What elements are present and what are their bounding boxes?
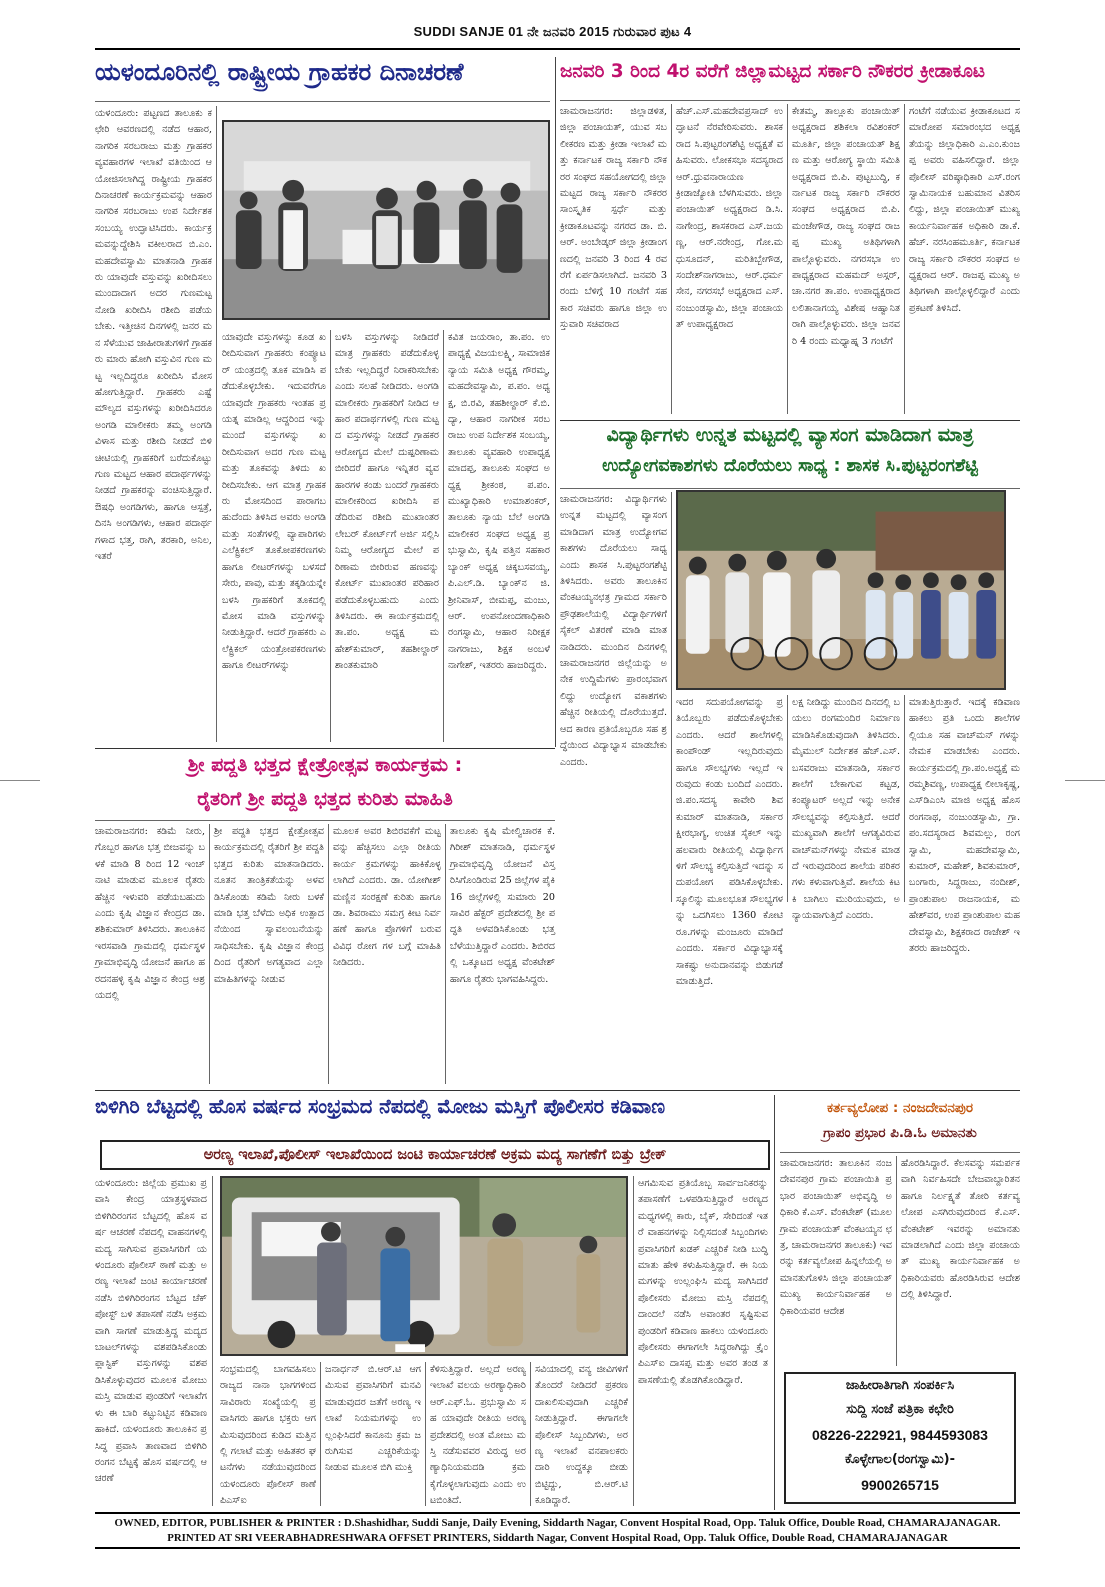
column-rule: [443, 330, 444, 742]
divider: [780, 1152, 1020, 1153]
article-text: ಸಂಭ್ರಮದಲ್ಲಿ ಬಾಗವಹಿಸಲು ರಾಜ್ಯದ ನಾನಾ ಭಾಗಗಳಿಂದ ಸಾವಿರಾರು ಸಂಖ್ಯೆಯಲ್ಲಿ ಪ್ರವಾಸಿಗರು ಹಾಗೂ ಭಕ್ತರು ಆಗಮಿಸುವುದರಿಂದ ಕುಡಿದ ಮತ್ತಿನಲ್ಲಿ ಗಲಾಟೆ ಮತ್ತು ಅಹಿತಕರ ಘಟನೆಗಳು ನಡೆಯುವುದರಿಂದ ಯಳಂದೂರು ಪೊಲೀಸ್ ಠಾಣೆ ಪಿಎಸ್ಐ: [220, 1364, 316, 1507]
article-text: ಸವಿಯಾದಲ್ಲಿ ವನ್ಯ ಜೀವಿಗಳಿಗೆ ತೊಂದರೆ ನೀಡಿದರೆ ಪ್ರಕರಣದಾಖಲಿಸುವುದಾಗಿ ಎಚ್ಚರಿಕೆ ನೀಡುತ್ತಿದ್ದಾರೆ. ಈಗಾಗಲೇ ಪೊಲೀಸ್ ಸಿಬ್ಬಂದಿಗಳು, ಅರಣ್ಯ ಇಲಾಖೆ ವನಪಾಲಕರು ದಾರಿ ಉದ್ದಕ್ಕೂ ಬೀಡು ಬಿಟ್ಟಿದ್ದು, ಬಿ.ಆರ್.ಟಿ ಕೂಡಿದ್ದಾರೆ.: [535, 1364, 628, 1507]
headline-biligiri-police: ಬಿಳಿಗಿರಿ ಬೆಟ್ಟದಲ್ಲಿ ಹೊಸ ವರ್ಷದ ಸಂಭ್ರಮದ ನೆಪದಲ್ಲಿ ಮೋಜು ಮಸ್ತಿಗೆ ಪೊಲೀಸರ ಕಡಿವಾಣ: [95, 1095, 666, 1118]
footer-rule: [95, 1512, 1020, 1514]
ad-phones: 08226-222921, 9844593083: [812, 1427, 988, 1443]
column-rule: [445, 824, 446, 1084]
divider: [95, 101, 550, 102]
footer-owner: OWNED, EDITOR, PUBLISHER & PRINTER : D.Shashidhar, Suddi Sanje, Daily Evening, Siddarth Nagar, Convent Hospital Road, Opp. Taluk Office, Double Road, CHAMARAJANAGAR.: [114, 1517, 1001, 1529]
divider: [560, 420, 1020, 421]
column-rule: [209, 824, 210, 1084]
column-rule: [904, 104, 905, 414]
column-rule: [896, 1156, 897, 1366]
photo-consumer-day: [222, 120, 550, 320]
article-text: ಮೂಲಕ ಅವರ ಶಿಬಿರವಕೆಗೆ ಮಟ್ಟ ವನ್ನು ಹೆಚ್ಚಿಸಲು ಎಲ್ಲಾ ರೀತಿಯ ಕಾರ್ಯ ಕ್ರಮಗಳನ್ನು ಹಾಕಿಕೊಳ್ಳಲಾಗಿದೆ ಎಂದರು. ಡಾ. ಯೋಗೀಶ್ ಮಣ್ಣಿನ ಸಂರಕ್ಷಣೆ ಕುರಿತು ಹಾಗೂ ಡಾ. ಶಿವರಾಮು ಸಮಗ್ರ ಕೀಟ ನಿರ್ವಹಣೆ ಹಾಗೂ ಪ್ರೊಗಳಿಗೆ ಬರುವ ವಿವಿಧ ರೋಗ ಗಳ ಬಗ್ಗೆ ಮಾಹಿತಿ ನೀಡಿದರು.: [333, 826, 441, 969]
article-text: ಕೆಳಿಸುತ್ತಿದ್ದಾರೆ. ಅಲ್ಲದೆ ಅರಣ್ಯ ಇಲಾಖೆ ವಲಯ ಅರಣ್ಯಾಧಿಕಾರಿ ಆರ್.ಎಫ್.ಓ. ಪ್ರಭುಸ್ವಾಮಿ ಸಹ ಯಾವುದೇ ರೀತಿಯ ಅರಣ್ಯ ಪ್ರದೇಶದಲ್ಲಿ ಅಂತ ಮೋಜು ಮಸ್ತಿ ನಡೆಸುವವರ ವಿರುದ್ಧ ಅರಣ್ಯಾಧಿನಿಯಮದಡಿ ಕ್ರಮ ಕೈಗೊಳ್ಳಲಾಗುವುದು ಎಂದು ಉಟಬಿಂತಿದೆ.: [430, 1364, 526, 1507]
article-text: ಆಗಮಿಸುವ ಪ್ರತಿಯೊಬ್ಬ ಸಾರ್ವಜನಿಕರನ್ನು ತಪಾಸಣೆಗೆ ಒಳಪಡಿಸುತ್ತಿದ್ದಾರೆ ಅರಣ್ಯದ ಮಧ್ಯಗಳಲ್ಲಿ ಕಾರು, ಬೈಕ್, ಸೇರಿದಂತೆ ಇತರೆ ವಾಹನಗಳನ್ನು ನಿಲ್ಲಿಸದಂತೆ ಸಿಬ್ಬಂದಿಗಳು ಪ್ರವಾಸಿಗರಿಗೆ ಖಡಕ್ ಎಚ್ಚರಿಕೆ ನೀಡಿ ಬುದ್ಧಿ ಮಾತು ಹೇಳಿ ಕಳುಹಿಸುತ್ತಿದ್ದಾರೆ. ಈ ನಿಯಮಗಳನ್ನು ಉಲ್ಲಂಘಿಸಿ ಮದ್ಯ ಸಾಗಿಸಿದರೆ ಪೊಲೀಸರು ಮೋಜು ಮಸ್ತಿ ನೆಪದಲ್ಲಿ ದಾಂದಲೆ ನಡೆಸಿ ಅವಾಂತರ ಸೃಷ್ಟಿಸುವ ಪುಂಡರಿಗೆ ಕಡಿವಾಣ ಹಾಕಲು ಯಳಂದೂರು ಪೊಲೀಸರು ಈಗಾಗಲೇ ಸಿದ್ದರಾಗಿದ್ದು ಕ್ರೈಂ ಪಿಎಸ್ಐ ದಾಸಪ್ಪ ಮತ್ತು ಅವರ ತಂಡ ತಪಾಸಣೆಯಲ್ಲಿ ತೊಡಗಿಕೊಂಡಿದ್ದಾರೆ.: [638, 1178, 768, 1386]
divider: [95, 1090, 1020, 1091]
fold-mark: [0, 780, 40, 781]
ad-heading: ಜಾಹೀರಾತಿಗಾಗಿ ಸಂಪರ್ಕಿಸಿ: [845, 1378, 955, 1393]
article-text: ಚಾಮರಾಜನಗರ: ವಿದ್ಯಾರ್ಥಿಗಳು ಉನ್ನತ ಮಟ್ಟದಲ್ಲಿ ವ್ಯಾಸಂಗ ಮಾಡಿದಾಗ ಮಾತ್ರ ಉದ್ಯೋಗವಕಾಶಗಳು ದೊರೆಯಲು ಸಾಧ್ಯ ಎಂದು ಶಾಸಕ ಸಿ.ಪುಟ್ಟರಂಗಶೆಟ್ಟಿ ತಿಳಿಸಿದರು. ಅವರು ತಾಲೂಕಿನ ವೆಂಕಟಯ್ಯನಛತ್ರ ಗ್ರಾಮದ ಸರ್ಕಾರಿ ಪ್ರೌಢಶಾಲೆಯಲ್ಲಿ ವಿದ್ಯಾರ್ಥಿಗಳಿಗೆ ಸೈಕಲ್ ವಿತರಣೆ ಮಾಡಿ ಮಾತನಾಡಿದರು. ಮುಂದಿನ ದಿನಗಳಲ್ಲಿ ಚಾಮರಾಜನಗರ ಜಿಲ್ಲೆಯನ್ನು ಅನೇಕ ಉದ್ದಿಮೆಗಳು ಪ್ರಾರಂಭವಾಗಲಿದ್ದು ಉದ್ಯೋಗ ವಕಾಶಗಳು ಹೆಚ್ಚಿನ ರೀತಿಯಲ್ಲಿ ದೊರೆಯುತ್ತದೆ. ಆದ ಕಾರಣ ಪ್ರತಿಯೊಬ್ಬರೂ ಸಹ ಶ್ರದ್ಧೆಯಿಂದ ವಿದ್ಯಾಭ್ಯಾಸ ಮಾಡಬೇಕು ಎಂದರು.: [560, 494, 667, 768]
article-text: ಕವಿತ ಜಯರಾಂ, ತಾ.ಪಂ. ಉಪಾಧ್ಯಕ್ಷೆ ವಿಜಯಲಕ್ಷ್ಮಿ, ಸಾಮಾಜಿಕ ನ್ಯಾಯ ಸಮಿತಿ ಅಧ್ಯಕ್ಷ ಗೌರಮ್ಮ, ಮಹದೇವಸ್ವಾಮಿ, ಪ.ಪಂ. ಅಧ್ಯಕ್ಷ, ಬಿ.ರವಿ, ತಹಶೀಲ್ದಾರ್ ಕೆ.ಬಿ.ದ್ಯಾ, ಆಹಾರ ನಾಗರೀಕ ಸರಬರಾಜು ಉಪ ನಿರ್ದೇಶಕ ಸಂಬಯ್ಯ, ತಾಲೂಕು ವ್ಯವಹಾರಿ ಉಪಾಧ್ಯಕ್ಷ ಮಾದಪ್ಪ, ತಾಲೂಕು ಸಂಘದ ಅಧ್ಯಕ್ಷ ಶ್ರೀಕಂಠ, ಪ.ಪಂ. ಮುಖ್ಯಾಧಿಕಾರಿ ಉಮಾಶಂಕರ್, ತಾಲೂಕು ನ್ಯಾಯ ಬೆಲೆ ಅಂಗಡಿ ಮಾಲೀಕರ ಸಂಘದ ಅಧ್ಯಕ್ಷ ಪ್ರಭುಸ್ವಾಮಿ, ಕೃಷಿ ಪತ್ತಿನ ಸಹಕಾರ ಬ್ಯಾಂಕ್ ಅಧ್ಯಕ್ಷ ಚಿಕ್ಕಬಸವಯ್ಯ, ಪಿ.ಎಲ್.ಡಿ. ಬ್ಯಾಂಕ್‌ನ ಜಿ.ಶ್ರೀನಿವಾಸ್, ಬೀಮಪ್ಪ, ಮಂಜು, ಆರ್. ಉಪನೋಂದಣಾಧಿಕಾರಿ ರಂಗಸ್ವಾಮಿ, ಆಹಾರ ನಿರೀಕ್ಷಕ ನಾಗರಾಜು, ಶಿಕ್ಷಕ ಅಂಬಳೆ ನಾಗೇಶ್, ಇತರರು ಹಾಜರಿದ್ದರು.: [448, 332, 550, 672]
article-text: ಹೊರಡಿಸಿದ್ದಾರೆ. ಕೆಲಸವನ್ನು ಸಮರ್ಪಕವಾಗಿ ನಿರ್ವಹಿಸದೇ ಬೇಜವಾಬ್ದಾರಿತನ ಹಾಗೂ ನಿರ್ಲಕ್ಷ್ಯತೆ ತೋರಿ ಕರ್ತವ್ಯಲೋಪ ಎಸಗಿರುವುದರಿಂದ ಕೆ.ಎಸ್. ವೆಂಕಟೇಶ್ ಇವರನ್ನು ಅಮಾನತು ಮಾಡಲಾಗಿದೆ ಎಂದು ಜಿಲ್ಲಾ ಪಂಚಾಯತ್ ಮುಖ್ಯ ಕಾರ್ಯನಿರ್ವಾಹಕ ಅಧಿಕಾರಿಯವರು ಹೊರಡಿಸಿರುವ ಆದೇಶದಲ್ಲಿ ತಿಳಿಸಿದ್ದಾರೆ.: [901, 1158, 1020, 1301]
fold-mark: [1065, 780, 1105, 781]
article-text: ಬಳಸಿ ವಸ್ತುಗಳನ್ನು ನೀಡಿದರೆ ಮಾತ್ರ ಗ್ರಾಹಕರು ಪಡೆದುಕೊಳ್ಳಬೇಕು ಇಲ್ಲದಿದ್ದರೆ ನಿರಾಕರಿಸಬೇಕು ಎಂದು ಸಲಹೆ ನೀಡಿದರು. ಅಂಗಡಿ ಮಾಲೀಕರು ಗ್ರಾಹಕರಿಗೆ ನೀಡಿದ ಆಹಾರ ಪದಾರ್ಥಗಳಲ್ಲಿ ಗುಣ ಮಟ್ಟದ ವಸ್ತುಗಳನ್ನು ನೀಡದೆ ಗ್ರಾಹಕರ ಆರೋಗ್ಯದ ಮೇಲೆ ದುಷ್ಪರಿಣಾಮ ಬೀರಿದರೆ ಹಾಗೂ ಇನ್ನಿತರ ವ್ಯವಹಾರಗಳ ಕಂಡು ಬಂದರೆ ಗ್ರಾಹಕರು ಮಾಲೀಕರಿಂದ ಖರೀದಿಸಿ ಪಡೆದಿರುವ ರಶೀದಿ ಮುಖಾಂತರ ಲೇಬರ್ ಕೋರ್ಟ್‌ಗೆ ಅರ್ಜಿ ಸಲ್ಲಿಸಿ ನಿಮ್ಮ ಆರೋಗ್ಯದ ಮೇಲೆ ಪರಿಣಾಮ ಬೀರಿರುವ ಹಣವನ್ನು ಕೋರ್ಟ್ ಮುಖಾಂತರ ಪರಿಹಾರ ಪಡೆದುಕೊಳ್ಳಬಹುದು ಎಂದು ತಿಳಿಸಿದರು. ಈ ಕಾರ್ಯಕ್ರಮದಲ್ಲಿ ತಾ.ಪಂ. ಅಧ್ಯಕ್ಷ ಮಹೇಶ್‌ಕುಮಾರ್, ತಹಶೀಲ್ದಾರ್ ಶಾಂತಕುಮಾರಿ: [335, 332, 439, 672]
article-text: ಲಕ್ಷ ನೀಡಿದ್ದು ಮುಂದಿನ ದಿನದಲ್ಲಿ ಬಯಲು ರಂಗಮಂದಿರ ನಿರ್ಮಾಣ ಮಾಡಿಸಿಕೊಡುವುದಾಗಿ ತಿಳಿಸಿದರು. ಮೈಮುಲ್ ನಿರ್ದೇಶಕ ಹೆಚ್.ಎಸ್.ಬಸವರಾಜು ಮಾತನಾಡಿ, ಸರ್ಕಾರ ಶಾಲೆಗೆ ಬೇಕಾಗುವ ಕಟ್ಟಡ, ಕಂಪ್ಯೂಟರ್ ಅಲ್ಲದೆ ಇನ್ನು ಅನೇಕ ಸೌಲಭ್ಯವನ್ನು ಕಲ್ಪಿಸುತ್ತಿದೆ. ಆದರೆ ಮುಖ್ಯವಾಗಿ ಶಾಲೆಗೆ ಆಗತ್ಯವಿರುವ ವಾಚ್‌ಮನ್‌ಗಳನ್ನು ನೇಮಕ ಮಾಡದೆ ಇರುವುದರಿಂದ ಶಾಲೆಯ ಪರಿಕರಗಳು ಕಳುವಾಗುತ್ತಿವೆ. ಶಾಲೆಯ ಕಿಟಕಿ ಬಾಗಿಲು ಮುರಿಯುವುದು, ಅನ್ಯಾಯವಾಗುತ್ತಿದೆ ಎಂದರು.: [792, 697, 900, 922]
column-rule: [328, 824, 329, 1084]
column-rule: [330, 330, 331, 742]
column-rule: [212, 1176, 213, 1506]
photo-cycle-distribution: [676, 490, 1006, 690]
divider: [560, 100, 1020, 101]
footer-printer: PRINTED AT SRI VEERABHADRESHWARA OFFSET PRINTERS, Siddarth Nagar, Convent Hospital Road, Opp. Taluk Office, Double Road, CHAMARAJANAGAR: [167, 1532, 948, 1544]
article-text: ಯಳಂದೂರು: ಪಟ್ಟಣದ ತಾಲೂಕು ಕಛೇರಿ ಆವರಣದಲ್ಲಿ ನಡೆದ ಆಹಾರ, ನಾಗರಿಕ ಸರಬರಾಜು ಮತ್ತು ಗ್ರಾಹಕರ ವ್ಯವಹಾರಗಳ ಇಲಾಖೆ ವತಿಯಿಂದ ಆಯೋಜಿಸಲಾಗಿದ್ದ ರಾಷ್ಟ್ರೀಯ ಗ್ರಾಹಕರ ದಿನಾಚರಣೆ ಕಾರ್ಯಕ್ರಮವನ್ನು ಆಹಾರ ನಾಗರಿಕ ಸರಬರಾಜು ಉಪ ನಿರ್ದೇಶಕ ಸಂಬಯ್ಯ ಉದ್ಘಾಟಿಸಿದರು. ಕಾರ್ಯಕ್ರಮವನ್ನುದ್ದೇಶಿಸಿ ವಕೀಲರಾದ ಬಿ.ಎಂ. ಮಹದೇವಸ್ವಾಮಿ ಮಾತನಾಡಿ ಗ್ರಾಹಕರು ಯಾವುದೇ ವಸ್ತುವನ್ನು ಖರೀದಿಸಲು ಮುಂದಾದಾಗ ಅದರ ಗುಣಮಟ್ಟ ನೋಡಿ ಖರೀದಿಸಿ ರಶೀದಿ ಪಡೆಯಬೇಕು. ಇತ್ತೀಚಿನ ದಿನಗಳಲ್ಲಿ ಜನರ ಮನ ಸೆಳೆಯುವ ಜಾಹೀರಾತುಗಳಿಗೆ ಗ್ರಾಹಕರು ಮಾರು ಹೋಗಿ ವಸ್ತುವಿನ ಗುಣ ಮಟ್ಟ ಇಲ್ಲದಿದ್ದರೂ ಖರೀದಿಸಿ ಮೋಸ ಹೋಗುತ್ತಿದ್ದಾರೆ. ಗ್ರಾಹಕರು ಎಷ್ಟೆ ಮೌಲ್ಯದ ವಸ್ತುಗಳನ್ನು ಖರೀದಿಸಿದರೂ ಅಂಗಡಿ ಮಾಲೀಕರು ತಮ್ಮ ಅಂಗಡಿ ವಿಳಾಸ ಮತ್ತು ರಶೀದಿ ನೀಡದೆ ಬಿಳಿ ಚೀಟಿಯಲ್ಲಿ ಗ್ರಾಹಕರಿಗೆ ಬರೆದುಕೊಟ್ಟು ಗುಣ ಮಟ್ಟದ ಆಹಾರ ಪದಾರ್ಥಗಳನ್ನು ನೀಡದೆ ಗ್ರಾಹಕರನ್ನು ವಂಚಿಸುತ್ತಿದ್ದಾರೆ. ಔಷಧಿ ಅಂಗಡಿಗಳು, ಹಾಗೂ ಆಸ್ಪತ್ರೆ, ದಿನಸಿ ಅಂಗಡಿಗಳು, ಆಹಾರ ಪದಾರ್ಥಗಳಾದ ಭತ್ತ, ರಾಗಿ, ತರಕಾರಿ, ಅನಿಲ, ಇತರೆ: [95, 108, 212, 562]
headline-pdo-suspended: ಗ್ರಾಪಂ ಪ್ರಭಾರ ಪಿ.ಡಿ.ಓ ಅಮಾನತು: [823, 1125, 977, 1141]
article-text: ಜನಾರ್ಧನ್ ಬಿ.ಆರ್.ಟಿ ಆಗಮಿಸುವ ಪ್ರವಾಸಿಗರಿಗೆ ಮನವಿ ಮಾಡುವುದರ ಜತೆಗೆ ಅರಣ್ಯ ಇಲಾಖೆ ನಿಯಮಗಳನ್ನು ಉಲ್ಲಂಘಿಸಿದರೆ ಕಾನೂನು ಕ್ರಮ ಜರುಗಿಸುವ ಎಚ್ಚರಿಕೆಯನ್ನು ನೀಡುವ ಮೂಲಕ ಬಿಗಿ ಮುಕ್ತಿ: [325, 1364, 421, 1474]
headline-sri-paddy-line2: ರೈತರಿಗೆ ಶ್ರೀ ಪದ್ದತಿ ಭತ್ತದ ಕುರಿತು ಮಾಹಿತಿ: [197, 788, 453, 810]
column-rule: [633, 1176, 634, 1506]
article-text: ಇದರ ಸದುಪಯೋಗವನ್ನು ಪ್ರತಿಯೊಬ್ಬರು ಪಡೆದುಕೊಳ್ಳಬೇಕು ಎಂದರು. ಆದರೆ ಶಾಲೆಗಳಲ್ಲಿ ಕಾಂಪೌಂಡ್ ಇಲ್ಲದಿರುವುದು ಹಾಗೂ ಸೌಲಭ್ಯಗಳು ಇಲ್ಲದೆ ಇರುವುದು ಕಂಡು ಬಂದಿದೆ ಎಂದರು. ಜಿ.ಪಂ.ಸದಸ್ಯ ಕಾವೇರಿ ಶಿವಕುಮಾರ್ ಮಾತನಾಡಿ, ಸರ್ಕಾರ ಕ್ಷೀರಭಾಗ್ಯ, ಉಚಿತ ಸೈಕಲ್ ಇನ್ನು ಹಲವಾರು ರೀತಿಯಲ್ಲಿ ವಿದ್ಯಾರ್ಥಿಗಳಿಗೆ ಸೌಲಭ್ಯ ಕಲ್ಪಿಸುತ್ತಿದೆ ಇದನ್ನು ಸದುಪಯೋಗ ಪಡಿಸಿಕೊಳ್ಳಬೇಕು. ಸ್ಕೂಲಿನ್ನು ಮೂಲಭೂತ ಸೌಲಭ್ಯಗಳನ್ನು ಒದಗಿಸಲು 1360 ಕೋಟಿ ರೂ.ಗಳನ್ನು ಮಂಜೂರು ಮಾಡಿದೆ ಎಂದರು. ಸರ್ಕಾರ ವಿದ್ಯಾಭ್ಯಾಸಕ್ಕೆ ಸಾಕಷ್ಟು ಅನುದಾನವನ್ನು ಬಿಡುಗಡೆ ಮಾಡುತ್ತಿದೆ.: [676, 697, 783, 987]
headline-sports-meet: ಜನವರಿ 3 ರಿಂದ 4ರ ವರೆಗೆ ಜಿಲ್ಲಾಮಟ್ಟದ ಸರ್ಕಾರಿ ನೌಕರರ ಕ್ರೀಡಾಕೂಟ: [560, 61, 985, 82]
article-text: ಚಾಮರಾಜನಗರ: ಕಡಿಮೆ ನೀರು, ಗೊಬ್ಬರ ಹಾಗೂ ಭತ್ತ ಬೀಜವನ್ನು ಬಳಕೆ ಮಾಡಿ 8 ರಿಂದ 12 ಇಂಚ್ ನಾಟಿ ಮಾಡುವ ಮೂಲಕ ರೈತರು ಹೆಚ್ಚಿನ ಇಳುವರಿ ಪಡೆಯಬಹುದು ಎಂದು ಕೃಷಿ ವಿಜ್ಞಾನ ಕೇಂದ್ರದ ಡಾ. ಶಶಿಕುಮಾರ್ ತಿಳಿಸಿದರು. ತಾಲೂಕಿನ ಇರಸವಾಡಿ ಗ್ರಾಮದಲ್ಲಿ ಧರ್ಮಸ್ಥಳ ಗ್ರಾಮಾಭಿವೃದ್ಧಿ ಯೋಜನೆ ಹಾಗೂ ಹರದನಹಳ್ಳಿ ಕೃಷಿ ವಿಜ್ಞಾನ ಕೇಂದ್ರ ಆಶ್ರಯದಲ್ಲಿ: [95, 826, 205, 1002]
article-text: ಯಳಂದೂರು: ಜಿಲ್ಲೆಯ ಪ್ರಮುಖ ಪ್ರವಾಸಿ ಕೇಂದ್ರ ಯಾತ್ರಸ್ಥಳವಾದ ಬಿಳಿಗಿರಿರಂಗನ ಬೆಟ್ಟದಲ್ಲಿ ಹೊಸ ವರ್ಷ ಆಚರಣೆ ನೆಪದಲ್ಲಿ ವಾಹನಗಳಲ್ಲಿ ಮದ್ಯ ಸಾಗಿಸುವ ಪ್ರವಾಸಿಗರಿಗೆ ಯಳಂದೂರು ಪೊಲೀಸ್ ಠಾಣೆ ಮತ್ತು ಅರಣ್ಯ ಇಲಾಖೆ ಜಂಟಿ ಕಾರ್ಯಾಚರಣೆ ನಡೆಸಿ ಬಿಳಿಗಿರಿರಂಗನ ಬೆಟ್ಟದ ಚೆಕ್ ಪೋಸ್ಟ್ ಬಳಿ ತಪಾಸಣೆ ನಡೆಸಿ ಅಕ್ರಮವಾಗಿ ಸಾಗಣೆ ಮಾಡುತ್ತಿದ್ದ ಮದ್ಯದ ಬಾಟಲ್‌ಗಳನ್ನು ವಶಪಡಿಸಿಕೊಂಡು ಪ್ಲಾಸ್ಟಿಕ್ ವಸ್ತುಗಳನ್ನು ವಶಪಡಿಸಿಕೊಳ್ಳುವುದರ ಮೂಲಕ ಮೋಜು ಮಸ್ತಿ ಮಾಡುವ ಪುಂಡರಿಗೆ ಇಲಾಖೆಗಳು ಈ ಬಾರಿ ಕಟ್ಟುನಿಟ್ಟಿನ ಕಡಿವಾಣ ಹಾಕಿದೆ. ಯಳಂದೂರು ತಾಲೂಕಿನ ಪ್ರಸಿದ್ಧ ಪ್ರವಾಸಿ ತಾಣವಾದ ಬಿಳಿಗಿರಿ ರಂಗನ ಬೆಟ್ಟಕ್ಕೆ ಹೊಸ ವರ್ಷದಲ್ಲಿ ಆಚರಣೆ: [95, 1178, 207, 1485]
divider: [560, 488, 1020, 489]
section-rule: [555, 57, 556, 747]
article-text: ಯಾವುದೇ ವಸ್ತುಗಳನ್ನು ಕೂಡ ಖರೀದಿಸುವಾಗ ಗ್ರಾಹಕರು ಕಂಪ್ಯೂಟರ್ ಯಂತ್ರದಲ್ಲಿ ತೂಕ ಮಾಡಿಸಿ ಪಡೆದುಕೊಳ್ಳಬೇಕು. ಇದುವರೆಗೂ ಯಾವುದೇ ಗ್ರಾಹಕರು ಇಂತಹ ಪ್ರಯತ್ನ ಮಾಡಿಲ್ಲ ಆದ್ದರಿಂದ ಇನ್ನು ಮುಂದೆ ವಸ್ತುಗಳನ್ನು ಖರೀದಿಸುವಾಗ ಅದರ ಗುಣ ಮಟ್ಟ ಮತ್ತು ತೂಕವನ್ನು ತಿಳಿದು ಖರೀದಿಸಬೇಕು. ಆಗ ಮಾತ್ರ ಗ್ರಾಹಕರು ಮೋಸದಿಂದ ಪಾರಾಗಬಹುದೆಂದು ತಿಳಿಸಿದ ಅವರು ಅಂಗಡಿ ಮತ್ತು ಸಂತೆಗಳಲ್ಲಿ ವ್ಯಾಪಾರಿಗಳು ಎಲೆಕ್ಟ್ರಿಕಲ್ ತೂಕೋಪಕರಣಗಳು ಹಾಗೂ ಲೀಟರ್‌ಗಳನ್ನು ಬಳಸದೆ ಸೇರು, ಪಾವು, ಮತ್ತು ತಕ್ಕಡಿಯನ್ನೇ ಬಳಸಿ ಗ್ರಾಹಕರಿಗೆ ತೂಕದಲ್ಲಿ ಮೋಸ ಮಾಡಿ ವಸ್ತುಗಳನ್ನು ನೀಡುತ್ತಿದ್ದಾರೆ. ಆದರೆ ಗ್ರಾಹಕರು ಎಲೆಕ್ಟ್ರಿಕಲ್ ಯಂತ್ರೋಪಕರಣಗಳು ಹಾಗೂ ಲೀಟರ್‌ಗಳನ್ನು: [222, 332, 326, 672]
footer-rule: [95, 1547, 1020, 1549]
photo-checkpost: [220, 1176, 628, 1356]
subheadline-joint-operation: ಅರಣ್ಯ ಇಲಾಖೆ,ಪೊಲೀಸ್ ಇಲಾಖೆಯಿಂದ ಜಂಟಿ ಕಾರ್ಯಾಚರಣೆ ಅಕ್ರಮ ಮದ್ಯ ಸಾಗಣೆಗೆ ಬಿತ್ತು ಬ್ರೇಕ್: [100, 1140, 770, 1170]
article-text: ಹೆಚ್.ಎಸ್.ಮಹದೇವಪ್ರಸಾದ್ ಉದ್ಘಾಟನೆ ನೆರವೇರಿಸುವರು. ಶಾಸಕರಾದ ಸಿ.ಪುಟ್ಟರಂಗಶೆಟ್ಟಿ ಅಧ್ಯಕ್ಷತೆ ವಹಿಸುವರು. ಲೋಕಸಭಾ ಸದಸ್ಯರಾದ ಆರ್.ಧ್ರುವನಾರಾಯಣ ಕ್ರೀಡಾಜ್ಯೋತಿ ಬೆಳಗಿಸುವರು. ಜಿಲ್ಲಾ ಪಂಚಾಯಿತ್ ಅಧ್ಯಕ್ಷರಾದ ಡಿ.ಸಿ.ನಾಗೇಂದ್ರ, ಶಾಸಕರಾದ ಎಸ್.ಜಯಣ್ಣ, ಆರ್.ನರೇಂದ್ರ, ಗೋ.ಮಧುಸೂದನ್, ಮರಿತಿಬ್ಬೇಗೌಡ, ಸಂದೇಶ್‌ನಾಗರಾಜು, ಆರ್.ಧರ್ಮಸೇನ, ನಗರಸಭೆ ಅಧ್ಯಕ್ಷರಾದ ಎಸ್.ನಂಜುಂಡಸ್ವಾಮಿ, ಜಿಲ್ಲಾ ಪಂಚಾಯತ್ ಉಪಾಧ್ಯಕ್ಷರಾದ: [676, 106, 783, 331]
section-rule: [774, 1095, 775, 1510]
article-text: ಚಾಮರಾಜನಗರ: ತಾಲೂಕಿನ ನಂಜದೇವನಪುರ ಗ್ರಾಮ ಪಂಚಾಯಿತಿ ಪ್ರಭಾರ ಪಂಚಾಯಿತ್ ಅಭಿವೃದ್ಧಿ ಅಧಿಕಾರಿ ಕೆ.ಎಸ್. ವೆಂಕಟೇಶ್ (ಮೂಲ ಗ್ರಾಮ ಪಂಚಾಯತ್ ವೆಂಕಟಯ್ಯನ ಛತ್ರ, ಚಾಮರಾಜನಗರ ತಾಲೂಕು) ಇವರನ್ನು ಕರ್ತವ್ಯಲೋಪ ಹಿನ್ನಲೆಯಲ್ಲಿ ಅಮಾನತುಗೊಳಿಸಿ ಜಿಲ್ಲಾ ಪಂಚಾಯತ್ ಮುಖ್ಯ ಕಾರ್ಯನಿರ್ವಾಹಕ ಅಧಿಕಾರಿಯವರ ಆದೇಶ: [780, 1158, 892, 1317]
kicker-dereliction: ಕರ್ತವ್ಯಲೋಪ : ನಂಜದೇವನಪುರ: [826, 1100, 973, 1116]
column-rule: [904, 695, 905, 902]
article-text: ಚಾಮರಾಜನಗರ: ಜಿಲ್ಲಾಡಳಿತ, ಜಿಲ್ಲಾ ಪಂಚಾಯತ್, ಯುವ ಸಬಲೀಕರಣ ಮತ್ತು ಕ್ರೀಡಾ ಇಲಾಖೆ ಮತ್ತು ಕರ್ನಾಟಕ ರಾಜ್ಯ ಸರ್ಕಾರಿ ನೌಕರರ ಸಂಘದ ಸಹಯೋಗದಲ್ಲಿ ಜಿಲ್ಲಾ ಮಟ್ಟದ ರಾಜ್ಯ ಸರ್ಕಾರಿ ನೌಕರರ ಸಾಂಸ್ಕೃತಿಕ ಸ್ಪರ್ಧೆ ಮತ್ತು ಕ್ರೀಡಾಕೂಟವನ್ನು ನಗರದ ಡಾ. ಬಿ.ಆರ್. ಅಂಬೇಡ್ಕರ್ ಜಿಲ್ಲಾ ಕ್ರೀಡಾಂಗಣದಲ್ಲಿ ಜನವರಿ 3 ರಿಂದ 4 ರವರೆಗೆ ಏರ್ಪಡಿಸಲಾಗಿದೆ. ಜನವರಿ 3 ರಂದು ಬೆಳಿಗ್ಗೆ 10 ಗಂಟೆಗೆ ಸಹಕಾರ ಸಚಿವರು ಹಾಗೂ ಜಿಲ್ಲಾ ಉಸ್ತುವಾರಿ ಸಚಿವರಾದ: [560, 106, 667, 331]
article-text: ಶ್ರೀ ಪದ್ದತಿ ಭತ್ತದ ಕ್ಷೇತ್ರೋತ್ಸವ ಕಾರ್ಯಕ್ರಮದಲ್ಲಿ ರೈತರಿಗೆ ಶ್ರೀ ಪದ್ದತಿ ಭತ್ತದ ಕುರಿತು ಮಾತನಾಡಿದರು. ನೂತನ ತಾಂತ್ರಿಕತೆಯನ್ನು ಅಳವಡಿಸಿಕೊಂಡು ಕಡಿಮೆ ನೀರು ಬಳಕೆ ಮಾಡಿ ಭತ್ತ ಬೆಳೆದು ಅಧಿಕ ಉತ್ಪಾದನೆಯಿಂದ ಸ್ವಾವಲಂಬನೆಯನ್ನು ಸಾಧಿಸಬೇಕು. ಕೃಷಿ ವಿಜ್ಞಾನ ಕೇಂದ್ರದಿಂದ ರೈತರಿಗೆ ಅಗತ್ಯವಾದ ಎಲ್ಲಾ ಮಾಹಿತಿಗಳನ್ನು ನೀಡುವ: [214, 826, 324, 985]
column-rule: [216, 106, 217, 742]
masthead: SUDDI SANJE 01 ನೇ ಜನವರಿ 2015 ಗುರುವಾರ ಪುಟ 4: [413, 24, 692, 39]
column-rule: [787, 104, 788, 414]
article-text: ಮಾತುತ್ತಿರುತ್ತಾರೆ. ಇದಕ್ಕೆ ಕಡಿವಾಣ ಹಾಕಲು ಪ್ರತಿ ಒಂದು ಶಾಲೆಗಳಲ್ಲಿಯೂ ಸಹ ವಾಚ್‌ಮನ್ ಗಳನ್ನು ನೇಮಕ ಮಾಡಬೇಕು ಎಂದರು. ಕಾರ್ಯಕ್ರಮದಲ್ಲಿ ಗ್ರಾ.ಪಂ.ಅಧ್ಯಕ್ಷೆ ಮರಮ್ಮಶಿವಣ್ಣ, ಉಪಾಧ್ಯಕ್ಷ ಲೀಲಾಕೃಷ್ಣ, ಎಸ್‌ಡಿಎಂಸಿ ಮಾಜಿ ಅಧ್ಯಕ್ಷ ಹೊಸರಂಗನಾಥ, ನಂಜುಂಡಸ್ವಾಮಿ, ಗ್ರಾ.ಪಂ.ಸದಸ್ಯರಾದ ಶಿವಮಲ್ಲು, ರಂಗಸ್ವಾಮಿ, ಮಹದೇವಸ್ವಾಮಿ, ಕುಮಾರ್, ಮಹೇಶ್, ಶಿವಕುಮಾರ್, ಬಂಗಾರು, ಸಿದ್ದರಾಜು, ನಂದೀಶ್, ಪ್ರಾಂಶುಪಾಲ ರಾಜನಾಯಕ, ಮಹೇಶ್‌ವರ, ಉಪ ಪ್ರಾಂಶುಪಾಲ ಮಹದೇವಸ್ವಾಮಿ, ಶಿಕ್ಷಕರಾದ ರಾಜೇಶ್ ಇತರರು ಹಾಜರಿದ್ದರು.: [909, 697, 1020, 955]
ad-office: ಸುದ್ದಿ ಸಂಜೆ ಪತ್ರಿಕಾ ಕಛೇರಿ: [846, 1402, 954, 1417]
headline-consumer-day: ಯಳಂದೂರಿನಲ್ಲಿ ರಾಷ್ಟ್ರೀಯ ಗ್ರಾಹಕರ ದಿನಾಚರಣೆ: [95, 58, 464, 86]
article-text: ತಾಲೂಕು ಕೃಷಿ ಮೇಲ್ವಿಚಾರಕ ಕೆ. ಗಿರೀಶ್ ಮಾತನಾಡಿ, ಧರ್ಮಸ್ಥಳ ಗ್ರಾಮಾಭಿವೃದ್ಧಿ ಯೋಜನೆ ವಿಸ್ತರಿಸಿಗೊಂಡಿರುವ 25 ಜಿಲ್ಲೆಗಳ ಪೈಕಿ 16 ಜಿಲ್ಲೆಗಳಲ್ಲಿ ಸುಮಾರು 20 ಸಾವಿರ ಹೆಕ್ಟರ್ ಪ್ರದೇಶದಲ್ಲಿ ಶ್ರೀ ಪದ್ಧತಿ ಅಳವಡಿಸಿಕೊಂಡು ಭತ್ತ ಬೆಳೆಯುತ್ತಿದ್ದಾರೆ ಎಂದರು. ಶಿಬಿರದಲ್ಲಿ ಒಕ್ಕೂಟದ ಅಧ್ಯಕ್ಷ ವೆಂಕಟೇಶ್ ಹಾಗೂ ರೈತರು ಭಾಗವಹಿಸಿದ್ದರು.: [450, 826, 556, 985]
ad-phone2: 9900265715: [861, 1477, 939, 1493]
column-rule: [671, 104, 672, 414]
column-rule: [425, 1362, 426, 1506]
divider: [95, 748, 555, 749]
column-rule: [671, 492, 672, 902]
masthead-rule: [95, 48, 1020, 50]
divider: [95, 820, 555, 821]
article-text: ಕೇತಮ್ಮ, ತಾಲ್ಲೂಕು ಪಂಚಾಯಿತ್ ಅಧ್ಯಕ್ಷರಾದ ಶಶಿಕಲಾ ರವಿಶಂಕರ್ ಮೂರ್ತಿ, ಜಿಲ್ಲಾ ಪಂಚಾಯತ್ ಶಿಕ್ಷಣ ಮತ್ತು ಆರೋಗ್ಯ ಸ್ಥಾಯಿ ಸಮಿತಿ ಅಧ್ಯಕ್ಷರಾದ ಬಿ.ಪಿ. ಪುಟ್ಟಬುದ್ಧಿ, ಕರ್ನಾಟಕ ರಾಜ್ಯ ಸರ್ಕಾರಿ ನೌಕರರ ಸಂಘದ ಅಧ್ಯಕ್ಷರಾದ ಬಿ.ಪಿ. ಮಂಜೇಗೌಡ, ರಾಜ್ಯ ಸಂಘದ ರಾಜಪ್ಪ ಮುಖ್ಯ ಅತಿಥಿಗಳಾಗಿ ಪಾಲ್ಗೊಳ್ಳುವರು. ನಗರಸಭಾ ಉಪಾಧ್ಯಕ್ಷರಾದ ಮಹಮದ್ ಅಸ್ಗರ್, ಚಾ.ನಗರ ತಾ.ಪಂ. ಉಪಾಧ್ಯಕ್ಷರಾದ ಲಲಿತಾನಾಗಯ್ಯ ವಿಶೇಷ ಆಹ್ವಾನಿತರಾಗಿ ಪಾಲ್ಗೊಳ್ಳುವರು. ಜಿಲ್ಲಾ ಜನವರಿ 4 ರಂದು ಮಧ್ಯಾಹ್ನ 3 ಗಂಟೆಗೆ: [792, 106, 900, 347]
headline-students-line2: ಉದ್ಯೋಗವಕಾಶಗಳು ದೊರೆಯಲು ಸಾಧ್ಯ : ಶಾಸಕ ಸಿ.ಪುಟ್ಟರಂಗಶೆಟ್ಟಿ: [602, 456, 978, 476]
headline-sri-paddy-line1: ಶ್ರೀ ಪದ್ದತಿ ಭತ್ತದ ಕ್ಷೇತ್ರೋತ್ಸವ ಕಾರ್ಯಕ್ರಮ :: [187, 754, 463, 776]
article-text: ಗಂಟೆಗೆ ನಡೆಯುವ ಕ್ರೀಡಾಕೂಟದ ಸಮಾರೋಪ ಸಮಾರಂಭದ ಅಧ್ಯಕ್ಷತೆಯನ್ನು ಜಿಲ್ಲಾಧಿಕಾರಿ ಎ.ಎಂ.ಕುಂಜಪ್ಪ ಅವರು ವಹಿಸಲಿದ್ದಾರೆ. ಜಿಲ್ಲಾ ಪೊಲೀಸ್ ವರಿಷ್ಠಾಧಿಕಾರಿ ಎಸ್.ರಂಗಸ್ವಾಮಿನಾಯಕ ಬಹುಮಾನ ವಿತರಿಸಲಿದ್ದು, ಜಿಲ್ಲಾ ಪಂಚಾಯಿತ್ ಮುಖ್ಯ ಕಾರ್ಯನಿರ್ವಾಹಕ ಅಧಿಕಾರಿ ಡಾ.ಕೆ.ಹೆಚ್. ನರಸಿಂಹಮೂರ್ತಿ, ಕರ್ನಾಟಕ ರಾಜ್ಯ ಸರ್ಕಾರಿ ನೌಕರರ ಸಂಘದ ಅಧ್ಯಕ್ಷರಾದ ಆರ್. ರಾಜಪ್ಪ ಮುಖ್ಯ ಅತಿಥಿಗಳಾಗಿ ಪಾಲ್ಗೊಳ್ಳಲಿದ್ದಾರೆ ಎಂದು ಪ್ರಕಟಣೆ ತಿಳಿಸಿದೆ.: [909, 106, 1020, 314]
column-rule: [787, 695, 788, 902]
column-rule: [530, 1362, 531, 1506]
headline-students-line1: ವಿದ್ಯಾರ್ಥಿಗಳು ಉನ್ನತ ಮಟ್ಟದಲ್ಲಿ ವ್ಯಾಸಂಗ ಮಾಡಿದಾಗ ಮಾತ್ರ: [606, 424, 974, 446]
column-rule: [320, 1362, 321, 1506]
ad-kollegal: ಕೊಳ್ಳೇಗಾಲ(ರಂಗಸ್ವಾಮಿ)-: [844, 1452, 956, 1467]
